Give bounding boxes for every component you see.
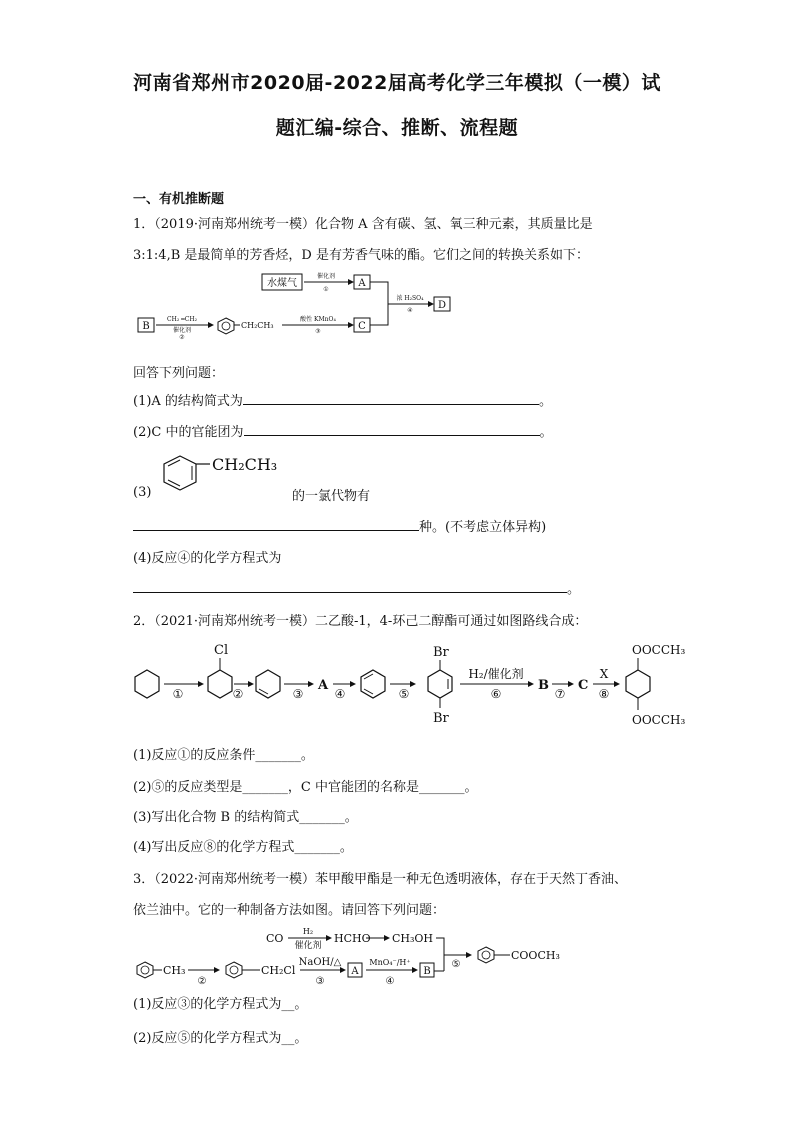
q3-label-A: A (351, 966, 359, 977)
page-title-line2: 题汇编-综合、推断、流程题 (275, 117, 519, 139)
q3-part1: (1)反应③的化学方程式为__。 (133, 997, 308, 1012)
benzene-ring (218, 318, 234, 334)
ethyl-group-label: CH₂CH₃ (212, 455, 278, 474)
q2-label-A: A (318, 678, 329, 693)
q1-part2-blank[interactable] (244, 423, 540, 436)
q3-text-line1: 3．（2022·河南郑州统考一模）苯甲酸甲酯是一种无色透明液体，存在于天然丁香油、 (133, 872, 627, 887)
q2-step1: ① (172, 687, 184, 701)
q3-step4: ④ (385, 976, 395, 987)
q1-part4-blank[interactable] (133, 580, 567, 593)
ethylbenzene-structure (158, 452, 293, 496)
methyl-label: CH₃ (163, 964, 186, 977)
q1-part3-blank[interactable] (133, 518, 419, 531)
q1-part1-end: 。 (538, 394, 552, 409)
section-heading: 一、有机推断题 (133, 192, 225, 207)
page-title-line1: 河南省郑州市2020届-2022届高考化学三年模拟（一模）试 (133, 72, 661, 94)
q1-answer-prompt: 回答下列问题： (133, 366, 225, 381)
q2-text: 2．（2021·河南郑州统考一模）二乙酸-1，4-环己二醇酯可通过如图路线合成： (133, 614, 588, 629)
q1-step2: ② (179, 334, 185, 341)
q1-step1: ① (323, 286, 329, 293)
q1-part4-text: (4)反应④的化学方程式为 (133, 551, 282, 566)
reagent-X-label: X (599, 667, 609, 681)
q1-part3-text: 的一氯代物有 (292, 489, 371, 504)
q1-part3-line2 (133, 516, 546, 535)
acetate-bottom-label: OOCCH₃ (632, 713, 686, 727)
q1-catalyst2-label: 催化剂 (172, 327, 192, 334)
q1-part4-end: 。 (567, 582, 581, 597)
q1-part2 (133, 421, 553, 440)
q2-step7: ⑦ (554, 687, 566, 701)
chloromethyl-label: CH₂Cl (261, 964, 296, 977)
naoh-label: NaOH/△ (298, 957, 342, 968)
q1-part2-end: 。 (539, 425, 553, 440)
q1-text-line1: 1．（2019·河南郑州统考一模）化合物 A 含有碳、氢、氧三种元素，其质量比是 (133, 217, 593, 232)
q3-part2: (2)反应⑤的化学方程式为__。 (133, 1031, 308, 1046)
q3-text-line2: 依兰油中。它的一种制备方法如图。请回答下列问题： (133, 903, 446, 918)
q2-part1: (1)反应①的反应条件_______。 (133, 748, 314, 763)
ethyl-label: CH₂CH₃ (241, 321, 274, 330)
q3-step2: ② (197, 976, 207, 987)
q2-step8: ⑧ (598, 687, 610, 701)
bromo-bottom-label: Br (433, 711, 449, 726)
q2-label-B: B (538, 678, 549, 693)
methanol-label: CH₃OH (392, 932, 434, 945)
q1-part2-text: (2)C 中的官能团为 (133, 425, 244, 440)
permanganate-label: MnO₄⁻/H⁺ (369, 958, 411, 967)
label-B: B (142, 321, 150, 332)
q3-catalyst-label: 催化剂 (294, 941, 322, 951)
acetate-top-label: OOCCH₃ (632, 643, 686, 657)
q3-step5: ⑤ (451, 959, 461, 970)
ethylene-label: CH₂ ═CH₂ (167, 316, 197, 323)
q1-part3-prefix: (3) (133, 485, 152, 500)
q1-reaction-scheme (130, 270, 460, 342)
q1-part1-blank[interactable] (243, 392, 539, 405)
h2-label: H₂ (302, 927, 314, 936)
h2-catalyst-label: H₂/催化剂 (468, 667, 524, 681)
q1-part1 (133, 390, 552, 409)
q2-step4: ④ (334, 687, 346, 701)
co-label: CO (266, 932, 284, 945)
q2-step6: ⑥ (490, 687, 502, 701)
water-gas-label: 水煤气 (267, 278, 297, 289)
q1-step3: ③ (315, 328, 321, 335)
kmno4-label: 酸性 KMnO₄ (300, 316, 336, 323)
q2-reaction-scheme (128, 636, 688, 732)
methyl-ester-label: COOCH₃ (511, 949, 560, 962)
q2-part3: (3)写出化合物 B 的结构简式_______。 (133, 810, 358, 825)
q2-part2: (2)⑤的反应类型是_______，C 中官能团的名称是_______。 (133, 780, 478, 795)
label-C: C (358, 321, 366, 332)
q3-reaction-scheme (130, 922, 570, 988)
q3-step3: ③ (315, 976, 325, 987)
label-D: D (437, 300, 447, 311)
q1-part1-text: (1)A 的结构简式为 (133, 394, 243, 409)
bromo-top-label: Br (433, 645, 449, 660)
h2so4-label: 浓 H₂SO₄ (396, 295, 424, 302)
hcho-label: HCHO (334, 932, 371, 945)
q3-label-B: B (423, 966, 431, 977)
q1-text-line2: 3:1:4,B 是最简单的芳香烃，D 是有芳香气味的酯。它们之间的转换关系如下： (133, 248, 589, 263)
q1-catalyst-label: 催化剂 (316, 273, 336, 280)
q1-step4: ④ (407, 307, 413, 314)
chloro-label: Cl (214, 643, 229, 658)
q2-part4: (4)写出反应⑧的化学方程式_______。 (133, 840, 353, 855)
label-A: A (358, 278, 366, 289)
q1-part3-end: 种。(不考虑立体异构) (419, 520, 547, 535)
q2-step3: ③ (292, 687, 304, 701)
q1-part4-line2 (133, 578, 580, 597)
q2-step2: ② (232, 687, 244, 701)
q2-label-C: C (578, 678, 589, 693)
q2-step5: ⑤ (398, 687, 410, 701)
